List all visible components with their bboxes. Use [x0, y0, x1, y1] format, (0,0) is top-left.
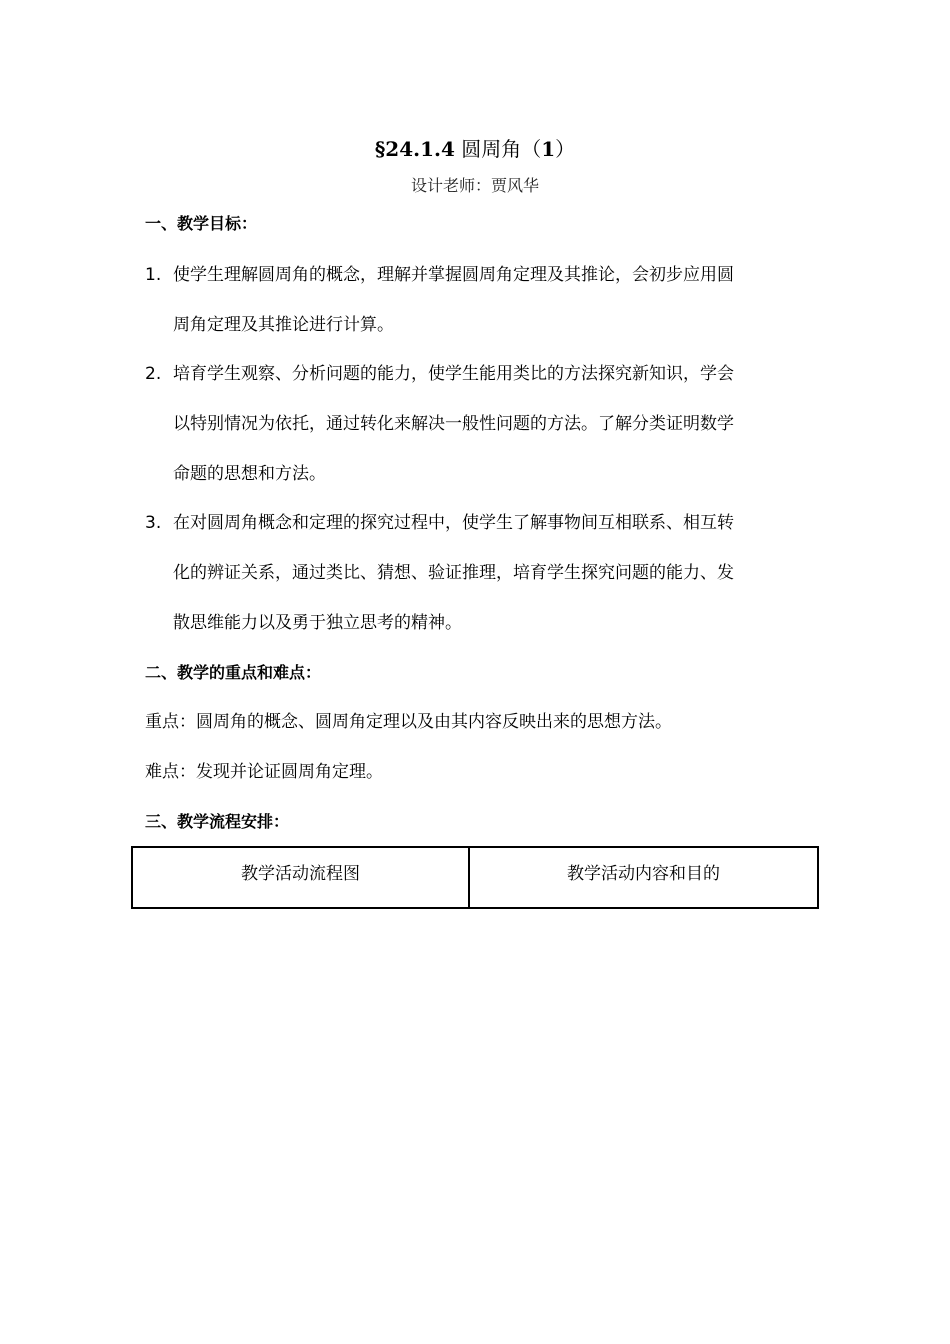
objective-index: 2. — [145, 364, 162, 384]
objective-line: 化的辨证关系，通过类比、猜想、验证推理，培育学生探究问题的能力、发 — [173, 563, 734, 583]
document-author: 设计老师：贾风华 — [410, 176, 539, 195]
document-title — [0, 134, 950, 164]
table-header-cell-content: 教学活动内容和目的 — [567, 864, 720, 884]
title-text: 圆周角（ — [454, 137, 542, 161]
objective-line: 以特别情况为依托，通过转化来解决一般性问题的方法。了解分类证明数学 — [173, 414, 734, 434]
section-heading-key-points: 二、教学的重点和难点： — [145, 663, 322, 682]
key-point-text: 重点：圆周角的概念、圆周角定理以及由其内容反映出来的思想方法。 — [145, 712, 672, 732]
objective-line: 周角定理及其推论进行计算。 — [173, 315, 394, 335]
title-paren-number: 1 — [541, 137, 556, 161]
title-close: ） — [555, 137, 576, 161]
objective-text — [173, 349, 823, 499]
objective-line: 命题的思想和方法。 — [173, 464, 326, 484]
objective-text — [173, 498, 823, 648]
objective-line: 使学生理解圆周角的概念，理解并掌握圆周角定理及其推论，会初步应用圆 — [173, 265, 734, 285]
flow-table — [131, 846, 819, 909]
difficulty-text: 难点：发现并论证圆周角定理。 — [145, 762, 383, 782]
objective-index: 3. — [145, 513, 162, 533]
section-heading-objectives: 一、教学目标： — [145, 214, 258, 233]
title-section-number: §24.1.4 — [374, 137, 455, 161]
objective-line: 散思维能力以及勇于独立思考的精神。 — [173, 613, 462, 633]
objective-line: 培育学生观察、分析问题的能力，使学生能用类比的方法探究新知识，学会 — [173, 364, 734, 384]
objective-index: 1. — [145, 265, 162, 285]
objective-line: 在对圆周角概念和定理的探究过程中，使学生了解事物间互相联系、相互转 — [173, 513, 734, 533]
section-heading-flow: 三、教学流程安排： — [145, 812, 290, 831]
objective-text — [173, 250, 823, 350]
table-header-cell-flowchart: 教学活动流程图 — [133, 848, 470, 907]
